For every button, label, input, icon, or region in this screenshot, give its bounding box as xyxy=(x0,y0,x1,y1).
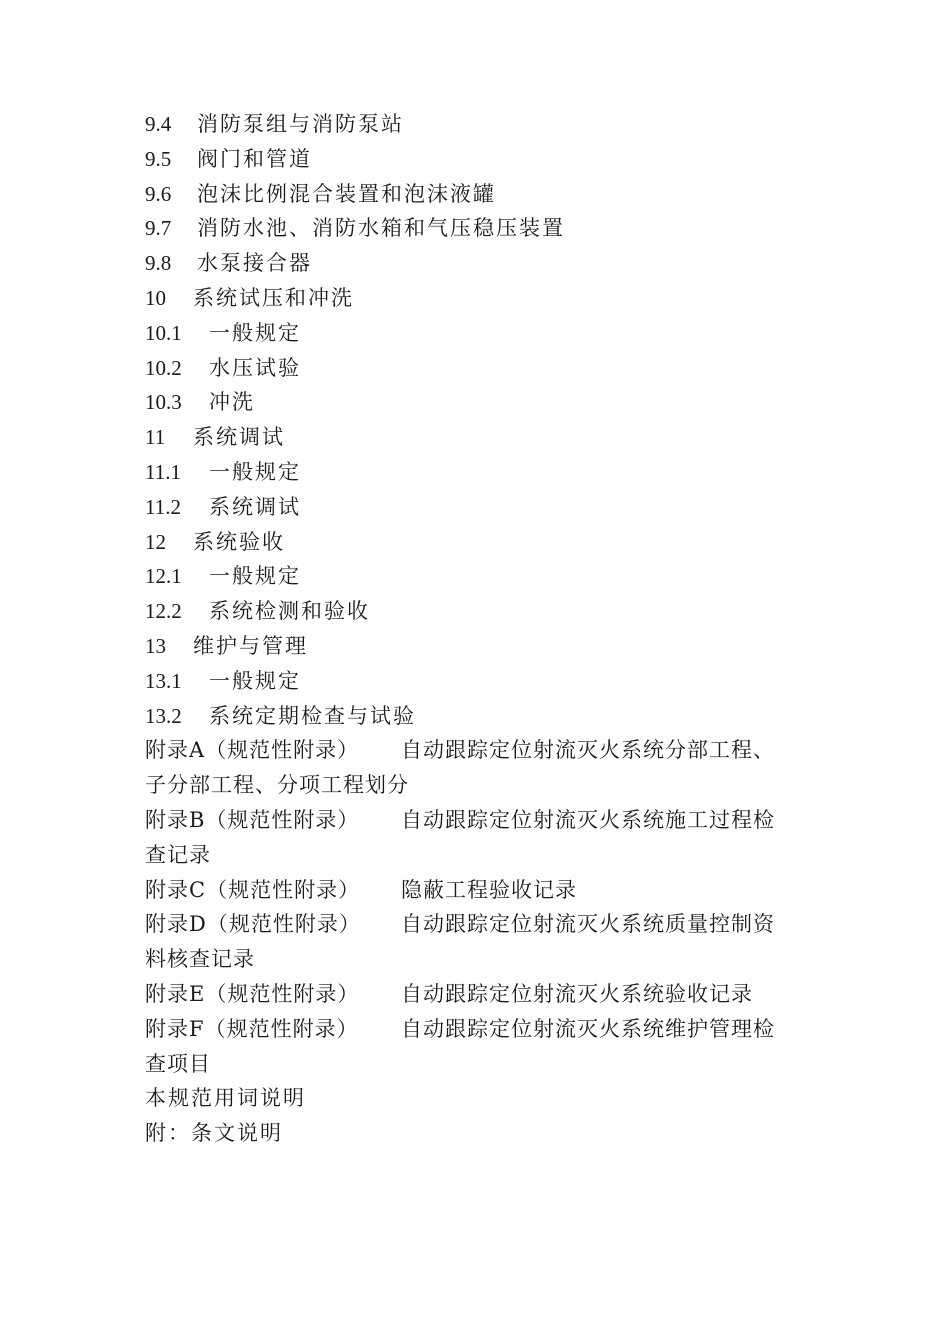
toc-entry xyxy=(145,559,810,594)
toc-entry xyxy=(145,490,810,525)
toc-title: 阀门和管道 xyxy=(197,146,312,171)
toc-appendix xyxy=(145,733,810,768)
toc-entry xyxy=(145,246,810,281)
toc-number: 10.1 xyxy=(145,320,182,345)
toc-number: 12.1 xyxy=(145,564,182,589)
toc-entry xyxy=(145,664,810,699)
toc-appendix xyxy=(145,873,810,908)
appendix-label: 附录F（规范性附录） xyxy=(145,1016,359,1041)
toc-number: 12 xyxy=(145,529,166,554)
toc-number: 10.3 xyxy=(145,390,182,415)
toc-entry xyxy=(145,455,810,490)
appendix-title: 自动跟踪定位射流灭火系统验收记录 xyxy=(401,981,753,1006)
toc-entry xyxy=(145,142,810,177)
toc-number: 9.5 xyxy=(145,146,172,171)
toc-chapter xyxy=(145,420,810,455)
appendix-title: 自动跟踪定位射流灭火系统分部工程、 xyxy=(401,738,775,763)
toc-title: 系统调试 xyxy=(209,494,301,519)
toc-appendix xyxy=(145,907,810,942)
toc-title: 泡沫比例混合装置和泡沫液罐 xyxy=(197,181,496,206)
toc-title: 水压试验 xyxy=(209,355,301,380)
toc-title: 系统检测和验收 xyxy=(209,599,370,624)
appendix-title: 自动跟踪定位射流灭火系统维护管理检 xyxy=(401,1016,775,1041)
toc-title: 一般规定 xyxy=(209,564,301,589)
toc-terms-explanation: 本规范用词说明 xyxy=(145,1086,306,1111)
appendix-title: 自动跟踪定位射流灭火系统施工过程检 xyxy=(401,807,775,832)
toc-number: 13.2 xyxy=(145,703,182,728)
toc-number: 9.6 xyxy=(145,181,172,206)
toc-appendix xyxy=(145,803,810,838)
toc-title: 消防水池、消防水箱和气压稳压装置 xyxy=(197,216,565,241)
toc-title: 系统试压和冲洗 xyxy=(193,285,354,310)
toc-appendix xyxy=(145,977,810,1012)
toc-entry xyxy=(145,316,810,351)
toc-title: 系统定期检查与试验 xyxy=(209,703,416,728)
toc-number: 11.2 xyxy=(145,494,181,519)
toc-number: 11.1 xyxy=(145,459,181,484)
toc-title: 一般规定 xyxy=(209,459,301,484)
appendix-label: 附录C（规范性附录） xyxy=(145,877,361,902)
toc-entry xyxy=(145,211,810,246)
toc-number: 11 xyxy=(145,425,166,450)
toc-title: 一般规定 xyxy=(209,668,301,693)
appendix-label: 附录B（规范性附录） xyxy=(145,807,360,832)
appendix-title: 自动跟踪定位射流灭火系统质量控制资 xyxy=(401,912,775,937)
toc-entry xyxy=(145,351,810,386)
toc-entry xyxy=(145,177,810,212)
appendix-label: 附录E（规范性附录） xyxy=(145,981,360,1006)
appendix-title-continued: 查记录 xyxy=(145,842,211,867)
toc-chapter xyxy=(145,629,810,664)
toc-chapter xyxy=(145,281,810,316)
toc-entry xyxy=(145,699,810,734)
toc-entry xyxy=(145,385,810,420)
toc-title: 系统验收 xyxy=(193,529,285,554)
appendix-title-continued: 查项目 xyxy=(145,1051,211,1076)
toc-entry xyxy=(145,107,810,142)
toc-appendix xyxy=(145,1012,810,1047)
toc-chapter xyxy=(145,525,810,560)
toc-title: 水泵接合器 xyxy=(197,251,312,276)
toc-entry xyxy=(145,594,810,629)
toc-number: 10.2 xyxy=(145,355,182,380)
table-of-contents xyxy=(145,107,810,1151)
toc-number: 9.7 xyxy=(145,216,172,241)
toc-number: 9.8 xyxy=(145,251,172,276)
appendix-title-continued: 子分部工程、分项工程划分 xyxy=(145,773,409,798)
toc-title: 消防泵组与消防泵站 xyxy=(197,112,404,136)
appendix-label: 附录D（规范性附录） xyxy=(145,912,361,937)
appendix-label: 附录A（规范性附录） xyxy=(145,738,360,763)
appendix-title: 隐蔽工程验收记录 xyxy=(401,877,577,902)
toc-title: 系统调试 xyxy=(193,425,285,450)
toc-number: 13 xyxy=(145,633,166,658)
appendix-title-continued: 料核查记录 xyxy=(145,947,255,972)
toc-number: 10 xyxy=(145,285,166,310)
toc-number: 12.2 xyxy=(145,599,182,624)
toc-number: 13.1 xyxy=(145,668,182,693)
toc-title: 维护与管理 xyxy=(193,633,308,658)
toc-title: 冲洗 xyxy=(209,390,255,415)
toc-number: 9.4 xyxy=(145,112,172,136)
toc-clause-explanation: 附：条文说明 xyxy=(145,1121,283,1146)
toc-title: 一般规定 xyxy=(209,320,301,345)
